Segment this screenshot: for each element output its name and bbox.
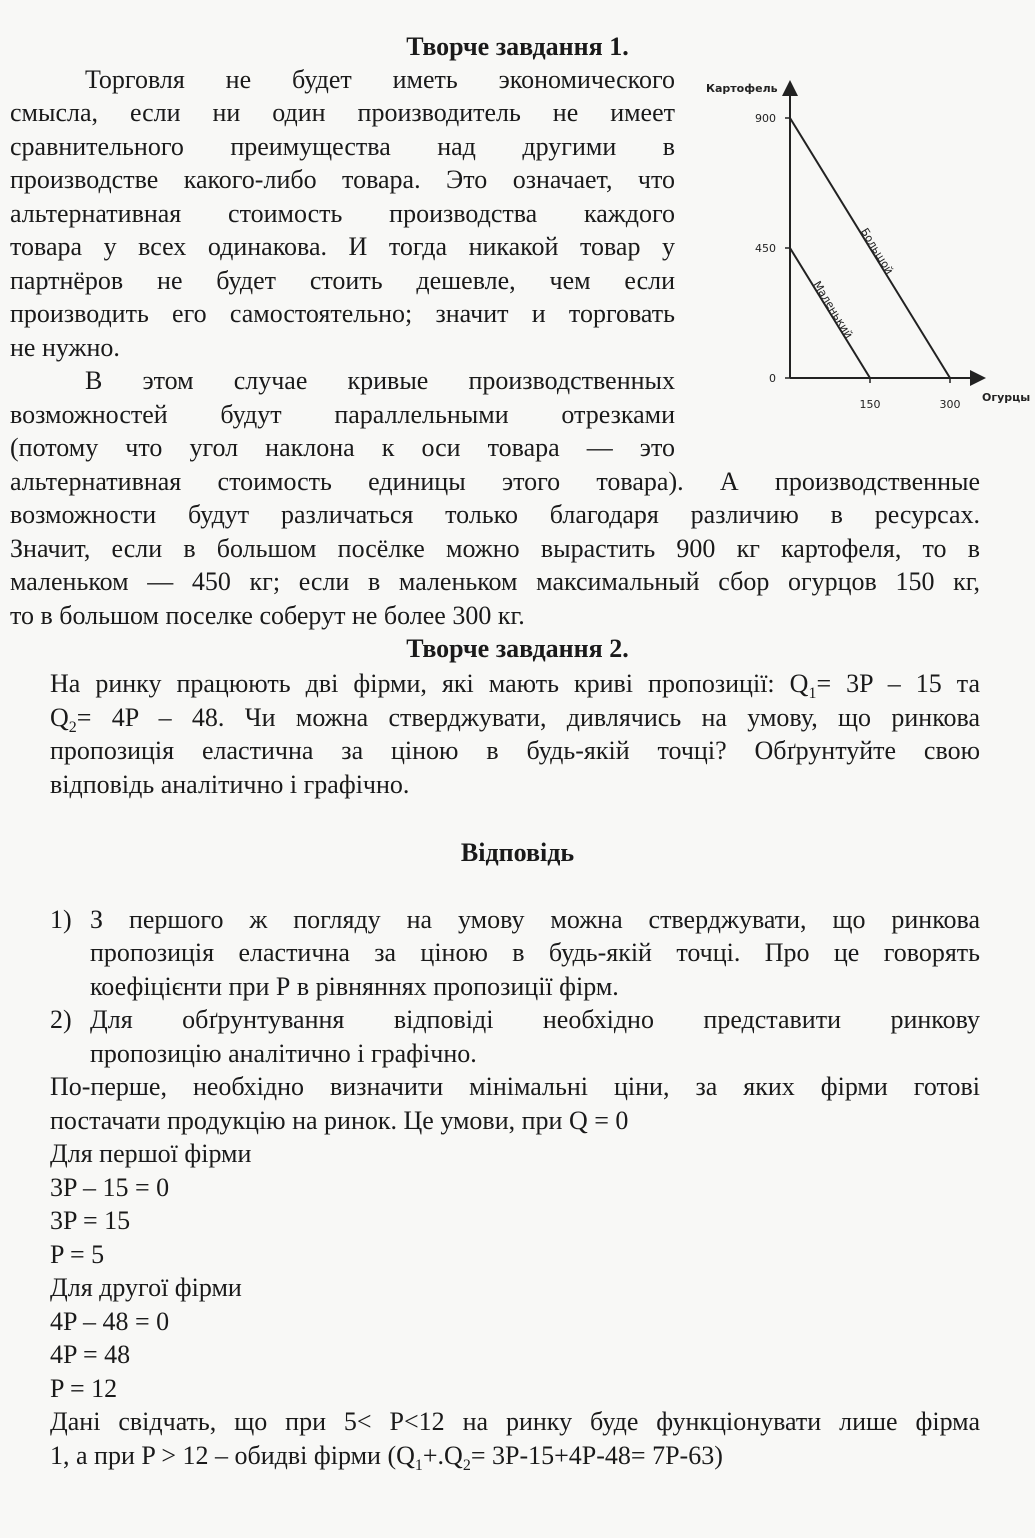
task1-line: сравнительного преимущества над другими в bbox=[10, 132, 675, 161]
x-tick-label: 150 bbox=[859, 398, 881, 411]
y-tick-label: 450 bbox=[755, 242, 776, 255]
task2-line-4: відповідь аналітично і графічно. bbox=[50, 770, 410, 799]
task1-line: альтернативная стоимость производства каждого bbox=[10, 199, 675, 228]
subscript: 2 bbox=[462, 1457, 471, 1475]
answer-item2-line: Для обґрунтування відповіді необхідно представити ринкову bbox=[90, 1005, 980, 1034]
task1-line: (потому что угол наклона к оси товара — это bbox=[10, 433, 675, 462]
task1-line: В этом случае кривые производственных bbox=[85, 366, 675, 395]
x-axis-label: Огурцы bbox=[982, 391, 1031, 404]
answer-line-last bbox=[50, 1439, 723, 1483]
task1-line: производстве какого-либо товара. Это означает, что bbox=[10, 165, 675, 194]
equation-line: P = 5 bbox=[50, 1240, 105, 1269]
task2-text: Q bbox=[50, 703, 69, 732]
task2-text: = 4P – 48. Чи можна стверджувати, дивлячись на умову, що ринкова bbox=[76, 703, 980, 732]
y-tick-label: 900 bbox=[755, 112, 776, 125]
task2-text: = 3P – 15 та bbox=[816, 669, 980, 698]
answer-line: Дані свідчать, що при 5< P<12 на ринку буде функціонувати лише фірма bbox=[50, 1407, 980, 1436]
answer-line: Для першої фірми bbox=[50, 1139, 252, 1168]
answer-text: = 3P-15+4P-48= 7P-63) bbox=[470, 1441, 723, 1470]
ppf-chart-svg bbox=[700, 78, 1035, 418]
task1-line: возможностей будут параллельными отрезками bbox=[10, 400, 675, 429]
task1-line: маленьком — 450 кг; если в маленьком максимальный сбор огурцов 150 кг, bbox=[10, 567, 980, 596]
subscript: 2 bbox=[68, 719, 77, 737]
task1-line: то в большом поселке соберут не более 300 кг. bbox=[10, 601, 525, 630]
task2-title: Творче завдання 2. bbox=[406, 634, 629, 663]
task1-line: производить его самостоятельно; значит и торговать bbox=[10, 299, 675, 328]
answer-line: постачати продукцію на ринок. Це умови, при Q = 0 bbox=[50, 1106, 629, 1135]
series-label: Маленький bbox=[810, 278, 856, 341]
task1-title: Творче завдання 1. bbox=[406, 32, 629, 61]
ppf-chart bbox=[700, 78, 1035, 418]
task2-text: На ринку працюють дві фірми, які мають криві пропозиції: Q bbox=[50, 669, 809, 698]
task1-line: альтернативная стоимость единицы этого товара). А производственные bbox=[10, 467, 980, 496]
list-number: 2) bbox=[50, 1005, 72, 1034]
answer-text: +.Q bbox=[422, 1441, 463, 1470]
subscript: 1 bbox=[808, 685, 817, 703]
answer-item1-line: пропозиція еластична за ціною в будь-якій точці. Про це говорять bbox=[90, 938, 980, 967]
answer-item1-line: З першого ж погляду на умову можна стверджувати, що ринкова bbox=[90, 905, 980, 934]
task1-line: Торговля не будет иметь экономического bbox=[85, 65, 675, 94]
subscript: 1 bbox=[414, 1457, 423, 1475]
task2-line-3: пропозиція еластична за ціною в будь-якій точці? Обґрунтуйте свою bbox=[50, 736, 980, 765]
equation-line: 4P = 48 bbox=[50, 1340, 131, 1369]
series-label: Большой bbox=[857, 225, 897, 277]
answer-item2-line: пропозицію аналітично і графічно. bbox=[90, 1039, 477, 1068]
answer-line: Для другої фірми bbox=[50, 1273, 242, 1302]
task1-line: Значит, если в большом посёлке можно вырастить 900 кг картофеля, то в bbox=[10, 534, 980, 563]
y-tick-label: 0 bbox=[769, 372, 776, 385]
task1-line: партнёров не будет стоить дешевле, чем если bbox=[10, 266, 675, 295]
answer-line: По-перше, необхідно визначити мінімальні ціни, за яких фірми готові bbox=[50, 1072, 980, 1101]
list-number: 1) bbox=[50, 905, 72, 934]
answer-title: Відповідь bbox=[460, 838, 575, 867]
task1-line: не нужно. bbox=[10, 333, 120, 362]
equation-line: P = 12 bbox=[50, 1374, 118, 1403]
answer-item1-line: коефіцієнти при Р в рівняннях пропозиції фірм. bbox=[90, 972, 619, 1001]
task1-line: товара у всех одинакова. И тогда никакой товар у bbox=[10, 232, 675, 261]
answer-text: 1, а при P > 12 – обидві фірми (Q bbox=[50, 1441, 415, 1470]
equation-line: 3P = 15 bbox=[50, 1206, 131, 1235]
equation-line: 4P – 48 = 0 bbox=[50, 1307, 170, 1336]
task1-line: смысла, если ни один производитель не имеет bbox=[10, 98, 675, 127]
task1-line: возможности будут различаться только благодаря различию в ресурсах. bbox=[10, 500, 980, 529]
equation-line: 3P – 15 = 0 bbox=[50, 1173, 170, 1202]
x-tick-label: 300 bbox=[939, 398, 961, 411]
y-axis-label: Картофель bbox=[706, 82, 778, 95]
